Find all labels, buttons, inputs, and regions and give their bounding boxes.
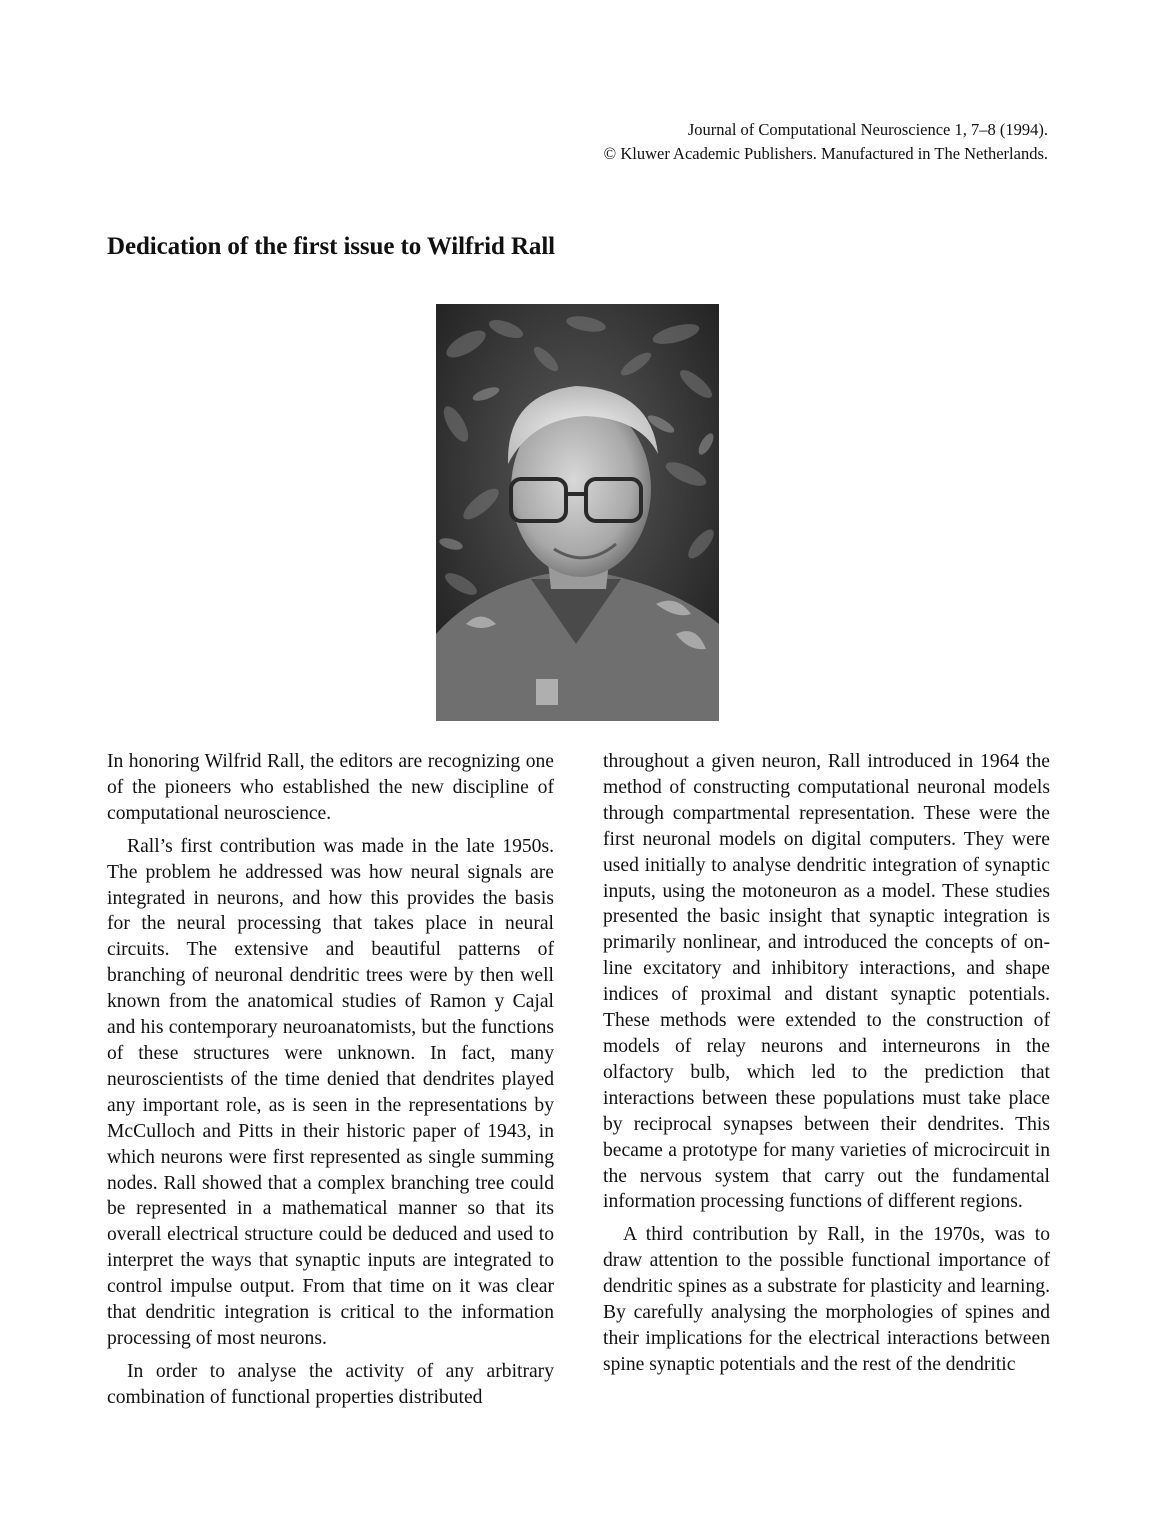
paragraph: Rall’s first contribution was made in the late 1950s. The problem he addressed was how neural signals are integrated in neurons, and how this provides the basis for the neural processing that takes place in neural circuits. The extensive and beautiful patterns of branching of neuronal dendritic trees were by then well known from the anatomical studies of Ramon y Cajal and his contemporary neuroanatomists, but the functions of these structures were unknown. In fact, many neuroscientists of the time denied that dendrites played any important role, as is seen in the representations by McCulloch and Pitts in their historic paper of 1943, in which neurons were first represented as single summing nodes. Rall showed that a complex branching tree could be represented in a mathematical manner so that its overall electrical structure could be deduced and used to interpret the ways that synaptic inputs are integrated to control impulse output. From that time on it was clear that dendritic integration is critical to the information processing of most neurons. [107,835,554,1349]
article-title: Dedication of the first issue to Wilfrid Rall [107,233,556,260]
journal-citation: Journal of Computational Neuroscience 1, 7–8 (1994). [687,120,1048,139]
paragraph: A third contribution by Rall, in the 1970s, was to draw attention to the possible functional importance of dendritic spines as a substrate for plasticity and learning. By carefully analysing the morphologies of spines and their implications for the electrical interactions between spine synaptic potentials and the rest of the dendritic [603,1224,1050,1375]
body-column-right [603,749,1050,1385]
portrait-photo [436,304,719,721]
copyright-notice: © Kluwer Academic Publishers. Manufactured in The Netherlands. [603,144,1048,163]
paragraph: In order to analyse the activity of any arbitrary combination of functional properties distributed [107,1360,554,1408]
body-column-left [107,749,554,1418]
paragraph: throughout a given neuron, Rall introduced in 1964 the method of constructing computational neuronal models through compartmental representation. These were the first neuronal models on digital computers. They were used initially to analyse dendritic integration of synaptic inputs, using the motoneuron as a model. These studies presented the basic insight that synaptic integration is primarily nonlinear, and introduced the concepts of on-line excitatory and inhibitory interactions, and shape indices of proximal and distant synaptic potentials. These methods were extended to the construction of models of relay neurons and interneurons in the olfactory bulb, which led to the prediction that interactions between these populations must take place by reciprocal synapses between their dendrites. This became a prototype for many varieties of microcircuit in the nervous system that carry out the fundamental information processing functions of different regions. [603,751,1050,1213]
paragraph: In honoring Wilfrid Rall, the editors are recognizing one of the pioneers who established the new discipline of computational neuroscience. [107,751,554,824]
journal-header [604,118,1048,166]
